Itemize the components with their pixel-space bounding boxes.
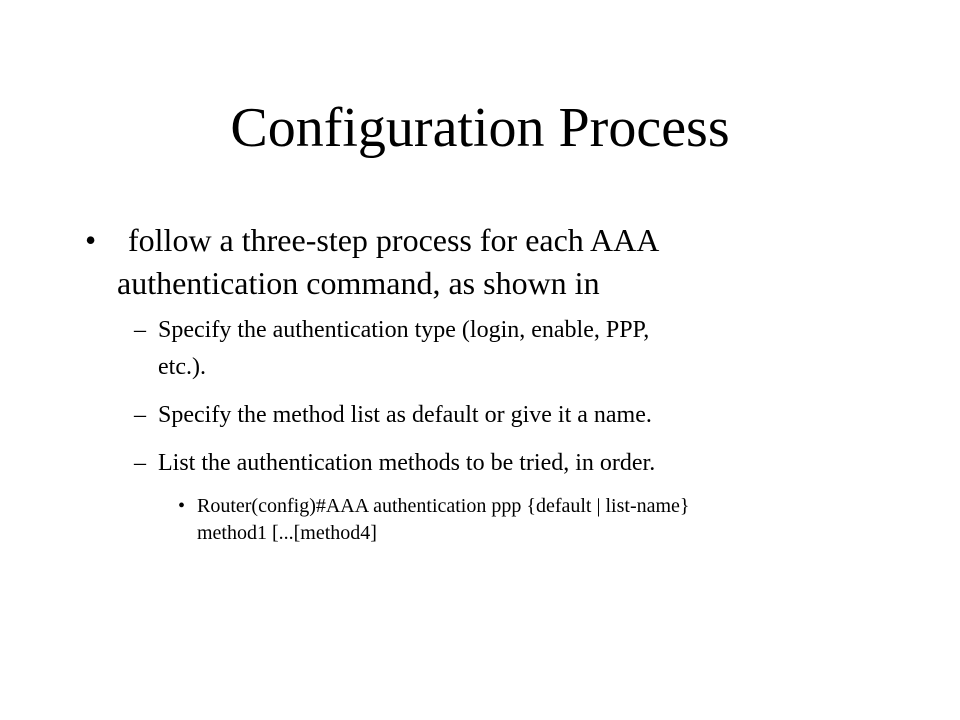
slide-title: Configuration Process [230,97,730,159]
bullet-1-line-2: authentication command, as shown in [117,265,600,301]
bullet-1-line-1: follow a three-step process for each AAA [128,222,660,258]
sub-bullet-marker: – [134,450,146,476]
sub-bullet-marker: – [134,402,146,428]
sub-sub-bullet-1-line-2: method1 [...[method4] [197,522,377,544]
sub-bullet-3-line-1: List the authentication methods to be tried, in order. [158,450,656,476]
bullet-marker: • [85,222,97,258]
sub-sub-bullet-1-line-1: Router(config)#AAA authentication ppp {default | list-name} [197,495,690,517]
sub-bullet-marker: – [134,317,146,343]
sub-bullet-2-line-1: Specify the method list as default or give it a name. [158,402,652,428]
sub-sub-bullet-marker: • [178,495,186,517]
sub-bullet-1-line-1: Specify the authentication type (login, enable, PPP, [158,317,650,343]
sub-bullet-1-line-2: etc.). [158,354,206,380]
